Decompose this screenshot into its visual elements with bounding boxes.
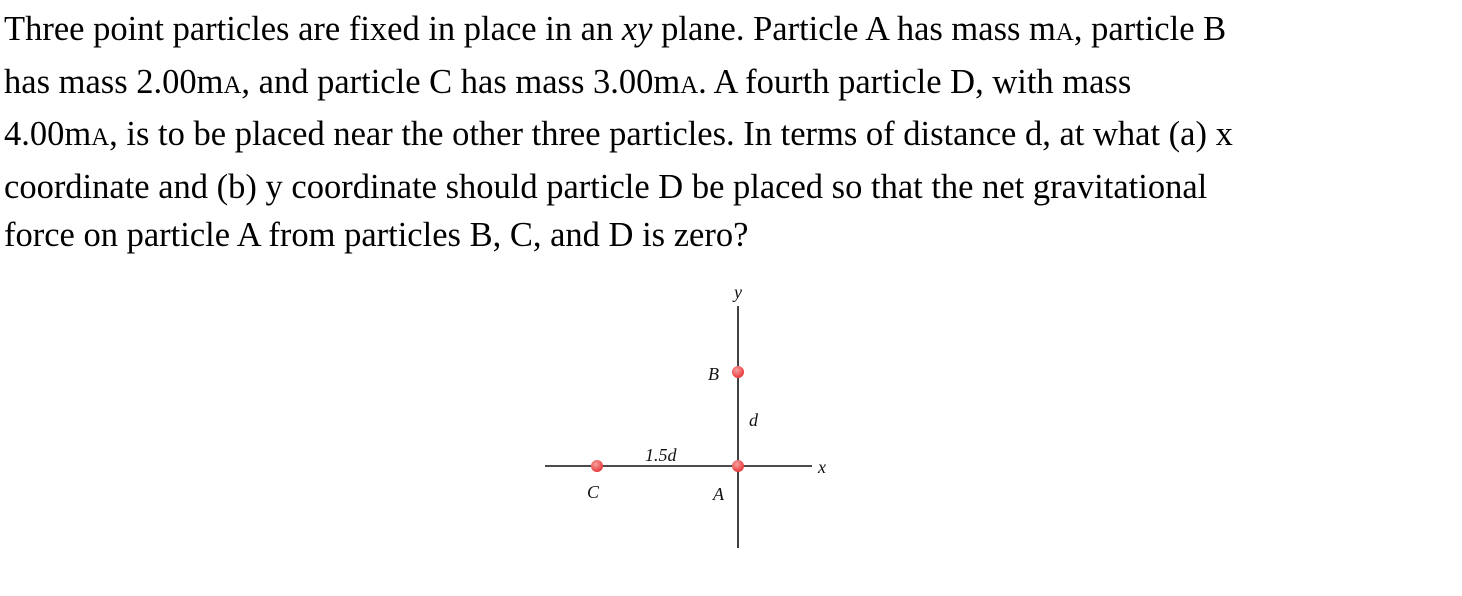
particle-c-label: C <box>587 482 600 502</box>
particle-a <box>732 460 744 472</box>
subscript-a: A <box>223 71 242 99</box>
subscript-a: A <box>91 124 110 151</box>
x-axis-label: x <box>818 457 826 477</box>
particle-b <box>732 366 744 378</box>
distance-1-5d-variable: d <box>667 445 677 465</box>
distance-1-5d-number: 1.5 <box>645 445 668 465</box>
particle-c <box>591 460 603 472</box>
problem-text <box>4 5 1456 260</box>
problem-line-4: coordinate and (b) y coordinate should particle D be placed so that the net gravitational <box>4 167 1208 206</box>
distance-1-5d-label <box>645 445 678 465</box>
problem-line-2: has mass 2.00mA, and particle C has mass 3.00mA. A fourth particle D, with mass <box>4 62 1132 101</box>
problem-line-5: force on particle A from particles B, C, and D is zero? <box>4 216 749 254</box>
subscript-a: A <box>1055 19 1074 46</box>
particle-diagram <box>0 270 1462 570</box>
distance-d-label: d <box>749 410 758 430</box>
problem-line-3: 4.00mA, is to be placed near the other three particles. In terms of distance d, at what (a) x <box>4 115 1233 153</box>
xy-plane-italic: xy <box>621 10 653 48</box>
particle-b-label: B <box>708 364 719 384</box>
subscript-a: A <box>680 71 699 99</box>
problem-line-1: Three point particles are fixed in place in an xy plane. Particle A has mass mA, particle B <box>4 10 1227 48</box>
y-axis-label: y <box>734 282 742 302</box>
particle-a-label: A <box>713 484 724 504</box>
